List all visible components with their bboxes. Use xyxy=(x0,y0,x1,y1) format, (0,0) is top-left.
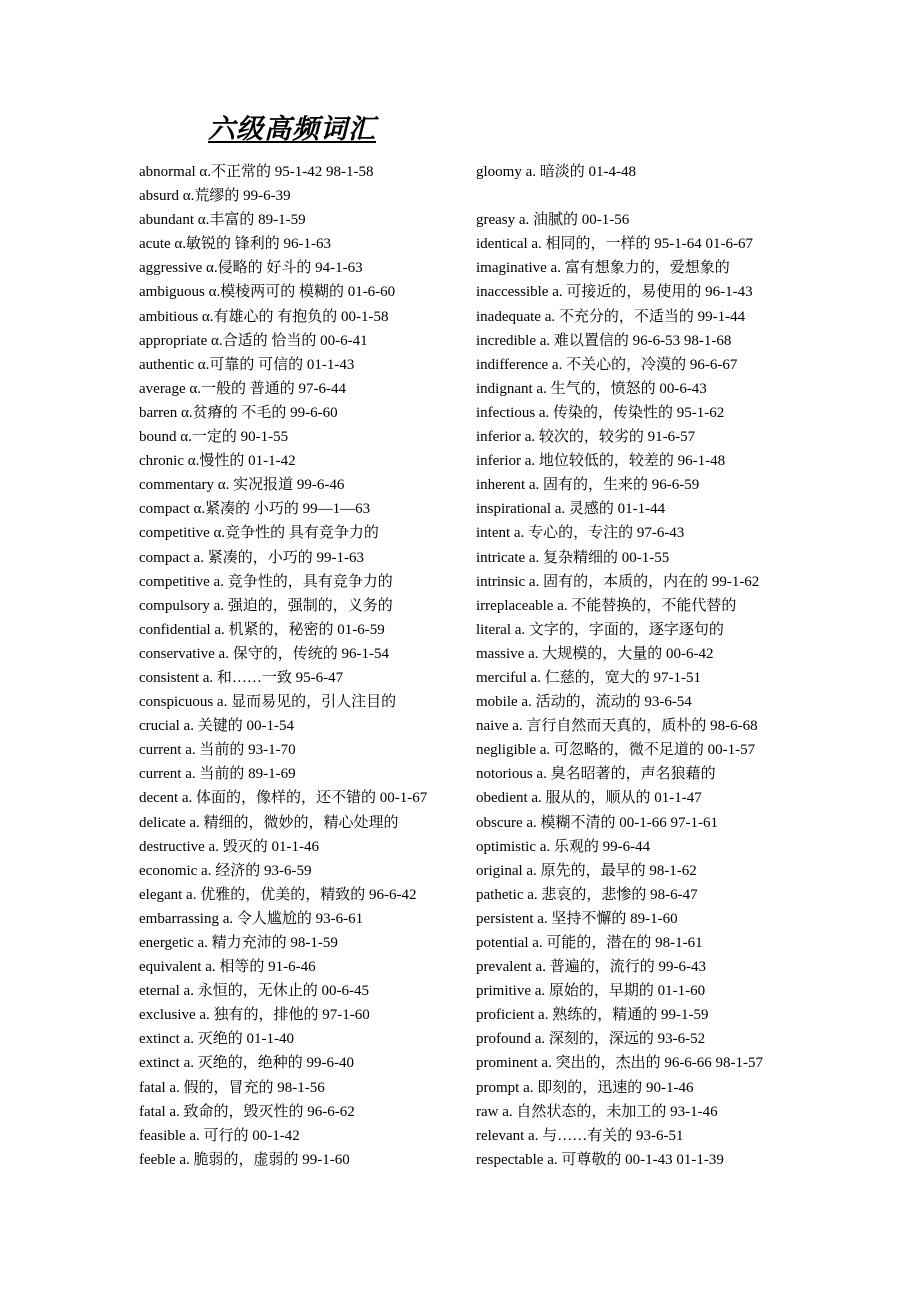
vocab-entry: competitive a. 竞争性的，具有竞争力的 xyxy=(139,573,393,590)
vocab-entry xyxy=(476,184,806,208)
vocab-entry: aggressive α.侵略的 好斗的 94-1-63 xyxy=(139,260,363,277)
vocab-entry: primitive a. 原始的，早期的 01-1-60 xyxy=(476,983,706,1000)
vocab-entry: incredible a. 难以置信的 96-6-53 98-1-68 xyxy=(476,332,732,349)
vocab-entry: fatal a. 致命的，毁灭性的 96-6-62 xyxy=(139,1103,355,1120)
vocab-entry: extinct a. 灭绝的，绝种的 99-6-40 xyxy=(139,1055,354,1072)
vocab-entry: ambiguous α.模棱两可的 模糊的 01-6-60 xyxy=(139,284,396,301)
vocab-entry: raw a. 自然状态的，未加工的 93-1-46 xyxy=(476,1103,718,1120)
vocab-entry: current a. 当前的 89-1-69 xyxy=(139,766,296,783)
vocab-entry: current a. 当前的 93-1-70 xyxy=(139,742,296,759)
vocab-entry: absurd α.荒缪的 99-6-39 xyxy=(139,188,291,205)
vocab-entry: irreplaceable a. 不能替换的，不能代替的 xyxy=(476,597,737,614)
vocab-entry: equivalent a. 相等的 91-6-46 xyxy=(139,959,316,976)
vocab-entry: competitive α.竞争性的 具有竞争力的 xyxy=(139,525,379,542)
vocab-entry: negligible a. 可忽略的，微不足道的 00-1-57 xyxy=(476,742,756,759)
vocab-entry: economic a. 经济的 93-6-59 xyxy=(139,862,312,879)
vocab-entry: gloomy a. 暗淡的 01-4-48 xyxy=(476,164,636,180)
vocab-entry: compulsory a. 强迫的，强制的，义务的 xyxy=(139,597,393,614)
vocab-entry: intent a. 专心的，专注的 97-6-43 xyxy=(476,525,685,542)
page-title: 六级高频词汇 xyxy=(208,114,376,145)
vocab-entry: compact α.紧凑的 小巧的 99—1—63 xyxy=(139,501,371,518)
vocab-entry: naive a. 言行自然而天真的，质朴的 98-6-68 xyxy=(476,718,758,735)
vocab-entry: prevalent a. 普遍的，流行的 99-6-43 xyxy=(476,959,706,976)
vocab-entry: consistent a. 和……一致 95-6-47 xyxy=(139,669,344,686)
vocab-entry: inadequate a. 不充分的，不适当的 99-1-44 xyxy=(476,308,746,325)
vocab-entry: bound α.一定的 90-1-55 xyxy=(139,429,289,446)
vocab-entry: extinct a. 灭绝的 01-1-40 xyxy=(139,1031,294,1048)
vocab-entry: inspirational a. 灵感的 01-1-44 xyxy=(476,501,666,518)
vocab-entry: chronic α.慢性的 01-1-42 xyxy=(139,453,296,470)
vocab-entry: potential a. 可能的，潜在的 98-1-61 xyxy=(476,935,703,951)
vocab-entry: inherent a. 固有的，生来的 96-6-59 xyxy=(476,477,700,494)
vocab-entry: compact a. 紧凑的，小巧的 99-1-63 xyxy=(139,549,364,566)
vocab-entry: indifference a. 不关心的，冷漠的 96-6-67 xyxy=(476,356,738,373)
vocab-entry: original a. 原先的，最早的 98-1-62 xyxy=(476,862,697,879)
vocab-entry: commentary α. 实况报道 99-6-46 xyxy=(139,477,345,494)
vocab-entry: prominent a. 突出的，杰出的 96-6-66 98-1-57 xyxy=(476,1055,764,1072)
vocab-entry: inaccessible a. 可接近的，易使用的 96-1-43 xyxy=(476,284,753,301)
vocab-entry: abnormal α.不正常的 95-1-42 98-1-58 xyxy=(139,164,374,180)
vocab-entry: indignant a. 生气的，愤怒的 00-6-43 xyxy=(476,380,707,397)
vocab-entry: confidential a. 机紧的，秘密的 01-6-59 xyxy=(139,621,385,638)
vocab-entry: embarrassing a. 令人尴尬的 93-6-61 xyxy=(139,910,364,927)
vocab-entry: elegant a. 优雅的，优美的，精致的 96-6-42 xyxy=(139,886,417,903)
vocab-list-right xyxy=(476,160,806,1172)
vocab-entry: decent a. 体面的，像样的，还不错的 00-1-67 xyxy=(139,790,428,807)
vocab-entry: intrinsic a. 固有的，本质的，内在的 99-1-62 xyxy=(476,573,760,590)
vocab-entry: literal a. 文字的，字面的，逐字逐句的 xyxy=(476,621,724,638)
vocab-entry: relevant a. 与……有关的 93-6-51 xyxy=(476,1127,684,1144)
vocab-entry: identical a. 相同的，一样的 95-1-64 01-6-67 xyxy=(476,236,754,253)
vocab-entry: optimistic a. 乐观的 99-6-44 xyxy=(476,838,651,855)
vocab-entry: authentic α.可靠的 可信的 01-1-43 xyxy=(139,356,355,373)
vocab-entry: intricate a. 复杂精细的 00-1-55 xyxy=(476,549,670,566)
vocab-entry: crucial a. 关键的 00-1-54 xyxy=(139,718,294,735)
vocab-entry: infectious a. 传染的，传染性的 95-1-62 xyxy=(476,404,725,421)
vocab-entry: imaginative a. 富有想象力的，爱想象的 xyxy=(476,260,730,277)
vocab-entry: feasible a. 可行的 00-1-42 xyxy=(139,1127,300,1144)
vocab-entry: persistent a. 坚持不懈的 89-1-60 xyxy=(476,910,678,927)
vocab-entry: massive a. 大规模的，大量的 00-6-42 xyxy=(476,645,714,662)
vocab-entry: respectable a. 可尊敬的 00-1-43 01-1-39 xyxy=(476,1151,724,1168)
vocab-entry: appropriate α.合适的 恰当的 00-6-41 xyxy=(139,332,368,349)
vocab-entry: obscure a. 模糊不清的 00-1-66 97-1-61 xyxy=(476,814,719,831)
vocab-entry: proficient a. 熟练的，精通的 99-1-59 xyxy=(476,1007,709,1024)
vocab-entry: pathetic a. 悲哀的，悲惨的 98-6-47 xyxy=(476,886,698,903)
vocab-entry: prompt a. 即刻的，迅速的 90-1-46 xyxy=(476,1079,694,1096)
vocab-entry: fatal a. 假的，冒充的 98-1-56 xyxy=(139,1079,325,1096)
vocab-entry: ambitious α.有雄心的 有抱负的 00-1-58 xyxy=(139,308,389,325)
vocab-entry: delicate a. 精细的，微妙的，精心处理的 xyxy=(139,814,399,831)
vocab-entry: notorious a. 臭名昭著的，声名狼藉的 xyxy=(476,766,716,783)
vocab-list-left xyxy=(139,160,469,1172)
vocab-entry: merciful a. 仁慈的，宽大的 97-1-51 xyxy=(476,669,701,686)
vocab-entry: inferior a. 地位较低的，较差的 96-1-48 xyxy=(476,453,726,470)
vocab-entry: barren α.贫瘠的 不毛的 99-6-60 xyxy=(139,404,338,421)
vocab-entry: feeble a. 脆弱的，虚弱的 99-1-60 xyxy=(139,1151,350,1168)
vocab-entry: profound a. 深刻的，深远的 93-6-52 xyxy=(476,1031,706,1048)
vocab-entry: conspicuous a. 显而易见的，引人注目的 xyxy=(139,694,397,711)
vocab-entry: obedient a. 服从的，顺从的 01-1-47 xyxy=(476,790,702,807)
vocab-entry: eternal a. 永恒的，无休止的 00-6-45 xyxy=(139,983,369,1000)
vocab-entry: average α.一般的 普通的 97-6-44 xyxy=(139,380,346,397)
vocab-entry: mobile a. 活动的，流动的 93-6-54 xyxy=(476,694,692,711)
vocab-entry: destructive a. 毁灭的 01-1-46 xyxy=(139,838,319,855)
vocab-entry: acute α.敏锐的 锋利的 96-1-63 xyxy=(139,236,331,253)
vocab-entry: greasy a. 油腻的 00-1-56 xyxy=(476,212,630,229)
vocab-entry: inferior a. 较次的，较劣的 91-6-57 xyxy=(476,429,696,446)
vocab-entry: abundant α.丰富的 89-1-59 xyxy=(139,212,306,229)
vocab-entry: conservative a. 保守的，传统的 96-1-54 xyxy=(139,645,389,662)
vocab-entry: energetic a. 精力充沛的 98-1-59 xyxy=(139,935,338,951)
vocab-entry: exclusive a. 独有的，排他的 97-1-60 xyxy=(139,1007,370,1024)
